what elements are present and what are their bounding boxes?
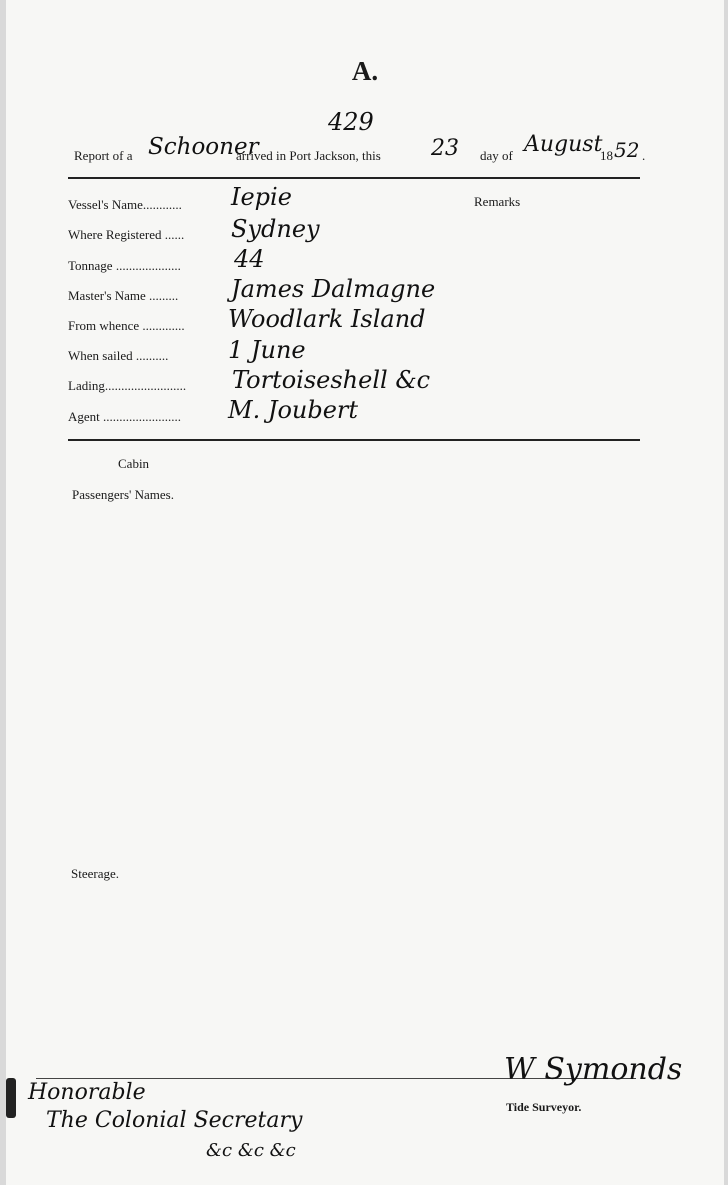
form-letter: A. [351, 56, 379, 86]
vessel-type: Schooner [148, 134, 259, 160]
report-day-label: day of [480, 148, 513, 163]
document-page [6, 0, 724, 1185]
report-year-suffix: 52 [614, 138, 640, 162]
report-middle-text: arrived in Port Jackson, this [236, 148, 381, 163]
tonnage-label: Tonnage .................... [68, 258, 181, 273]
when-sailed-label: When sailed .......... [68, 348, 169, 363]
tide-surveyor-label: Tide Surveyor. [506, 1100, 582, 1114]
agent-label: Agent ........................ [68, 409, 182, 424]
master-name-label: Master's Name ......... [68, 288, 179, 303]
where-registered-value: Sydney [231, 215, 320, 243]
report-month: August [524, 132, 603, 157]
agent-value: M. Joubert [228, 396, 359, 424]
from-whence-label: From whence ............. [68, 318, 185, 333]
from-whence-value: Woodlark Island [228, 305, 426, 333]
lading-label: Lading......................... [68, 378, 187, 393]
top-divider [68, 177, 640, 179]
master-name-value: James Dalmagne [231, 275, 436, 303]
lading-value: Tortoiseshell &c [232, 366, 431, 394]
tonnage-value: 44 [234, 245, 265, 273]
report-day: 23 [431, 136, 459, 161]
report-prefix: Report of a [74, 148, 133, 163]
addressee-line-2: The Colonial Secretary [46, 1108, 303, 1133]
remarks-label: Remarks [474, 194, 521, 209]
surveyor-signature: W Symonds [504, 1052, 683, 1087]
fields-divider [68, 439, 640, 441]
when-sailed-value: 1 June [228, 336, 306, 364]
addressee-line-3: &c &c &c [206, 1140, 296, 1161]
addressee-line-1: Honorable [28, 1080, 146, 1105]
report-number: 429 [328, 108, 374, 136]
cabin-label: Cabin [118, 456, 150, 471]
report-end-punct: . [642, 148, 646, 163]
report-year-prefix: 18 [600, 148, 613, 163]
vessel-name-label: Vessel's Name............ [68, 197, 182, 212]
vessel-name-value: Iepie [231, 183, 292, 211]
passengers-label: Passengers' Names. [72, 487, 174, 502]
steerage-label: Steerage. [71, 866, 120, 881]
ink-smudge [6, 1078, 16, 1118]
where-registered-label: Where Registered ...... [68, 227, 185, 242]
